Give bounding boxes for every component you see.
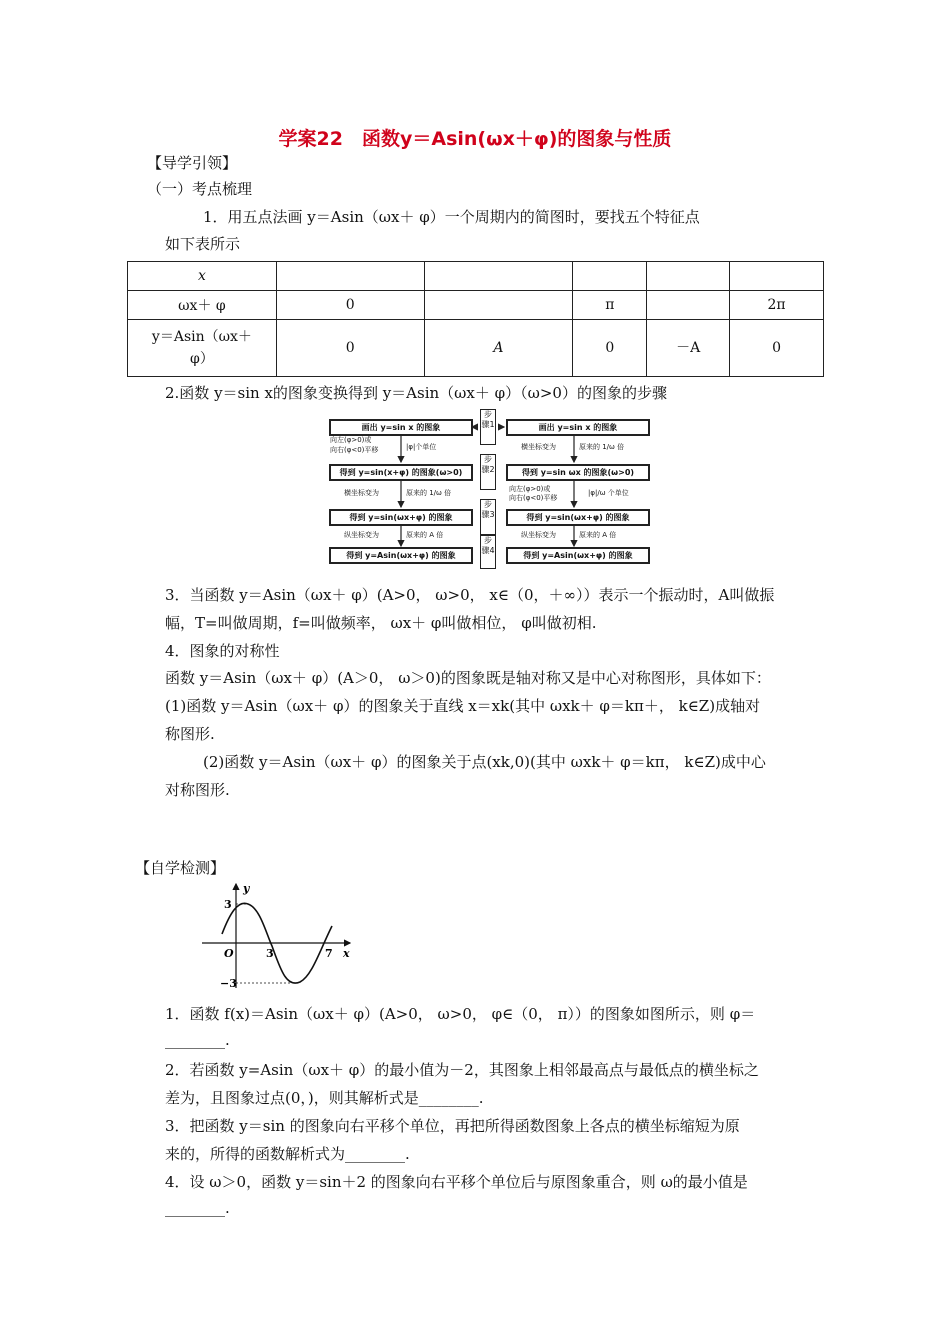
flow-left-box: 得到 y=sin(ωx+φ) 的图象 [329,509,473,526]
transformation-flowchart [326,407,650,569]
item1-line2: 如下表所示 [165,235,241,253]
flow-note: 向左(φ>0)或 [330,436,372,444]
table-cell: 0 [276,320,424,377]
table-cell [573,262,647,291]
table-cell [730,262,824,291]
item1-line1: 1．用五点法画 y＝Asin（ωx＋ φ）一个周期内的简图时，要找五个特征点 [203,208,700,226]
flow-step-label: 步骤1 [480,409,496,445]
table-cell: 0 [276,291,424,320]
table-cell [647,291,730,320]
question1-line1: 1．函数 f(x)＝Asin（ωx＋ φ）(A>0， ω>0， φ∈（0， π））的图象如图所示，则 φ＝ [165,1005,756,1023]
flow-note: 纵坐标变为 [521,531,556,539]
flow-left-box: 得到 y=Asin(ωx+φ) 的图象 [329,547,473,564]
x-tick-label: 3 [266,947,274,960]
item4-line5: 对称图形. [165,781,230,799]
flow-note: 原来的 1/ω 倍 [406,489,452,497]
table-cell: －A [647,320,730,377]
item4-line4: (2)函数 y＝Asin（ωx＋ φ）的图象关于点(xk,0)(其中 ωxk＋ φ＝kπ， k∈Z)成中心 [203,753,766,771]
item4-title: 4．图象的对称性 [165,642,280,660]
table-cell [424,262,573,291]
flow-note: 原来的 1/ω 倍 [579,443,625,451]
x-tick-label: 7 [325,947,333,960]
table-cell: 0 [730,320,824,377]
flow-right-box: 画出 y=sin x 的图象 [506,419,650,436]
table-cell: x [128,262,277,291]
y-max-label: 3 [224,898,232,911]
question3-line1: 3．把函数 y＝sin 的图象向右平移个单位，再把所得函数图象上各点的横坐标缩短为原 [165,1117,740,1135]
flow-note: 向右(φ<0)平移 [330,446,379,454]
table-cell: π [573,291,647,320]
flow-left-box: 画出 y=sin x 的图象 [329,419,473,436]
flow-right-box: 得到 y=Asin(ωx+φ) 的图象 [506,547,650,564]
item2-text: 2.函数 y＝sin x的图象变换得到 y＝Asin（ωx＋ φ）（ω>0）的图象的步骤 [165,384,667,402]
self-check-heading: 【自学检测】 [135,859,226,877]
flow-note: 横坐标变为 [521,443,556,451]
item4-line3: 称图形. [165,725,215,743]
item4-line2: (1)函数 y＝Asin（ωx＋ φ）的图象关于直线 x＝xk(其中 ωxk＋ φ＝kπ＋， k∈Z)成轴对 [165,697,761,715]
y-axis-label: y [243,882,250,895]
table-cell: 0 [573,320,647,377]
page-title: 学案22 函数y＝Asin(ωx＋φ)的图象与性质 [278,128,672,150]
five-point-table [127,261,824,377]
question4-line2: ________. [165,1199,230,1217]
question2-line2: 差为，且图象过点(0，)，则其解析式是________. [165,1089,484,1107]
flow-left-box: 得到 y=sin(x+φ) 的图象(ω>0) [329,464,473,481]
item4-line1: 函数 y＝Asin（ωx＋ φ）(A＞0， ω＞0)的图象既是轴对称又是中心对称图形，具体如下： [165,669,771,687]
table-cell [647,262,730,291]
flow-note: 向左(φ>0)或 [509,485,551,493]
table-cell: 2π [730,291,824,320]
question4-line1: 4．设 ω＞0，函数 y＝sin＋2 的图象向右平移个单位后与原图象重合，则 ω的最小值是 [165,1173,748,1191]
item3-line2: 幅，T=叫做周期，f=叫做频率， ωx＋ φ叫做相位， φ叫做初相. [165,614,597,632]
flow-note: 原来的 A 倍 [406,531,444,539]
flow-note: |φ|个单位 [406,443,437,451]
sine-graph [200,878,360,990]
y-min-label: −3 [220,977,237,990]
flow-right-box: 得到 y=sin(ωx+φ) 的图象 [506,509,650,526]
flow-right-box: 得到 y=sin ωx 的图象(ω>0) [506,464,650,481]
table-cell: ωx＋ φ [128,291,277,320]
flow-step-label: 步骤2 [480,454,496,490]
flow-step-label: 步骤4 [480,535,496,569]
table-cell [424,291,573,320]
flow-note: 横坐标变为 [344,489,379,497]
table-cell [276,262,424,291]
origin-label: O [224,947,234,960]
question3-line2: 来的，所得的函数解析式为________. [165,1145,410,1163]
flow-step-label: 步骤3 [480,499,496,535]
table-row [128,291,824,320]
flow-note: 纵坐标变为 [344,531,379,539]
table-row [128,320,824,377]
flow-note: 原来的 A 倍 [579,531,617,539]
question2-line1: 2．若函数 y=Asin（ωx＋ φ）的最小值为－2，其图象上相邻最高点与最低点的横坐标之 [165,1061,759,1079]
flow-note: |φ|/ω 个单位 [588,489,629,497]
table-cell: y＝Asin（ωx＋ φ） [128,320,277,377]
table-cell: A [424,320,573,377]
flow-note: 向右(φ<0)平移 [509,494,558,502]
x-axis-label: x [343,947,350,960]
item3-line1: 3．当函数 y＝Asin（ωx＋ φ）(A>0， ω>0， x∈（0，＋∞））表示一个振动时，A叫做振 [165,586,775,604]
question1-line2: ________. [165,1031,230,1049]
guide-heading: 【导学引领】 [147,154,238,172]
section1-heading: （一）考点梳理 [147,180,253,198]
table-row [128,262,824,291]
